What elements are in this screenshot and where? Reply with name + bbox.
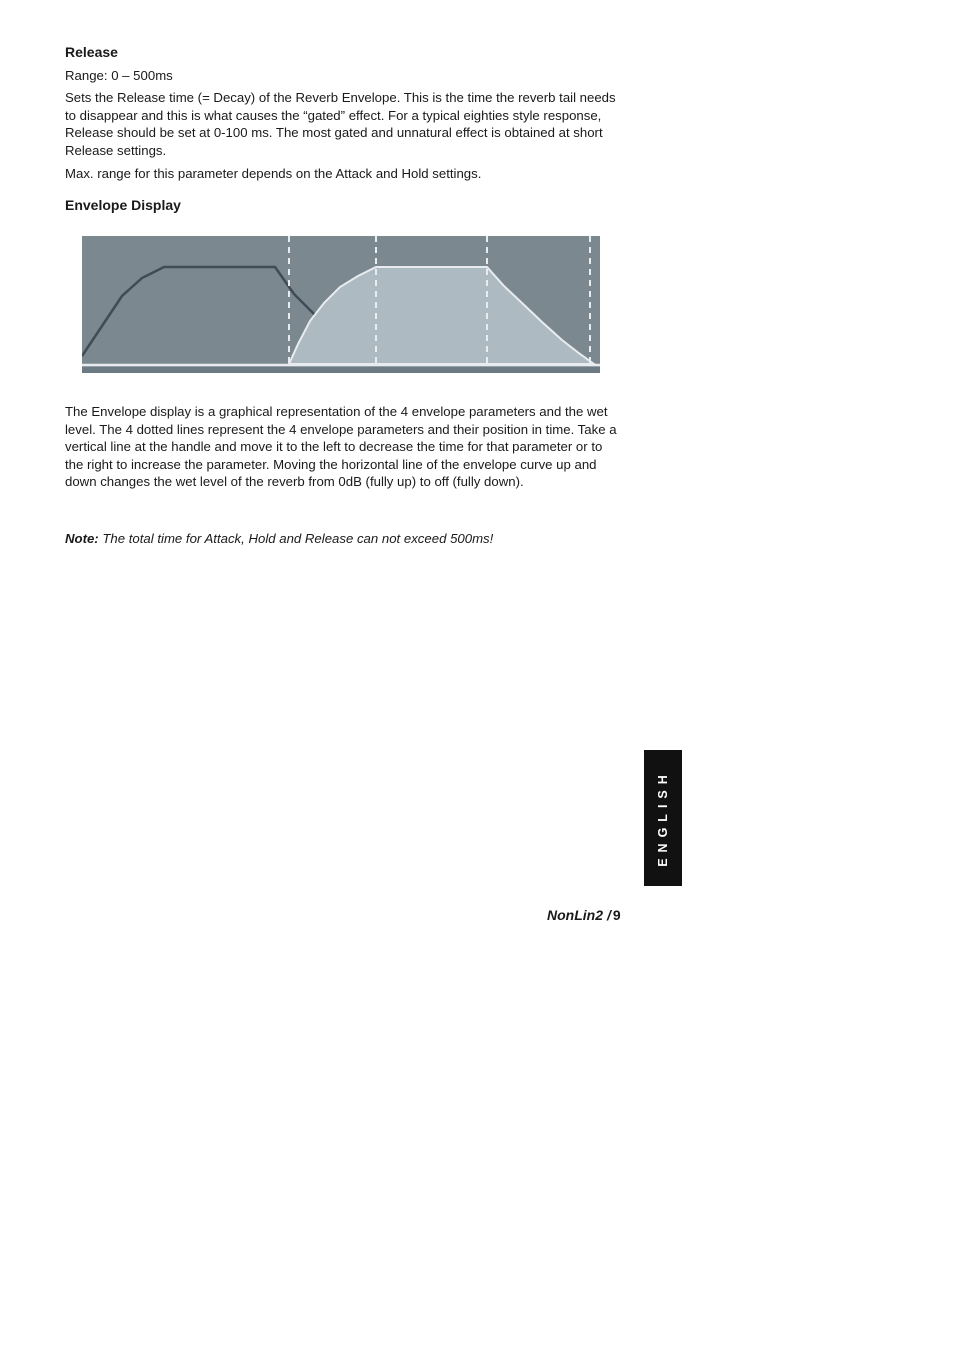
page-number: 9: [612, 907, 621, 923]
footer-product: NonLin2: [547, 907, 603, 923]
language-tab-label: ENGLISH: [656, 769, 670, 867]
release-heading: Release: [65, 44, 118, 60]
note-label: Note:: [65, 531, 99, 546]
envelope-display[interactable]: [82, 236, 600, 373]
release-range: Range: 0 – 500ms: [65, 68, 173, 83]
release-max-range: Max. range for this parameter depends on the Attack and Hold settings.: [65, 166, 482, 181]
envelope-heading: Envelope Display: [65, 197, 181, 213]
envelope-description: The Envelope display is a graphical representation of the 4 envelope parameters and the wet level. The 4 dotted lines represent the 4 envelope parameters and their position in time. Take a vertical line at the handle and move it to the left to decrease the time for that parameter or to the right to increase the parameter. Moving the horizontal line of the envelope curve up and down changes the wet level of the reverb from 0dB (fully up) to off (fully down).: [65, 404, 617, 490]
note: [65, 531, 493, 546]
note-text: The total time for Attack, Hold and Release can not exceed 500ms!: [98, 531, 494, 546]
language-tab: [644, 750, 682, 886]
footer-separator: /: [607, 907, 611, 923]
display-bottom-bar: [82, 367, 600, 373]
release-description: Sets the Release time (= Decay) of the Reverb Envelope. This is the time the reverb tail needs to disappear and this is what causes the “gated” effect. For a typical eighties style response, Release should be set at 0-100 ms. The most gated and unnatural effect is obtained at short Release settings.: [65, 90, 616, 158]
page-footer: [547, 907, 621, 923]
